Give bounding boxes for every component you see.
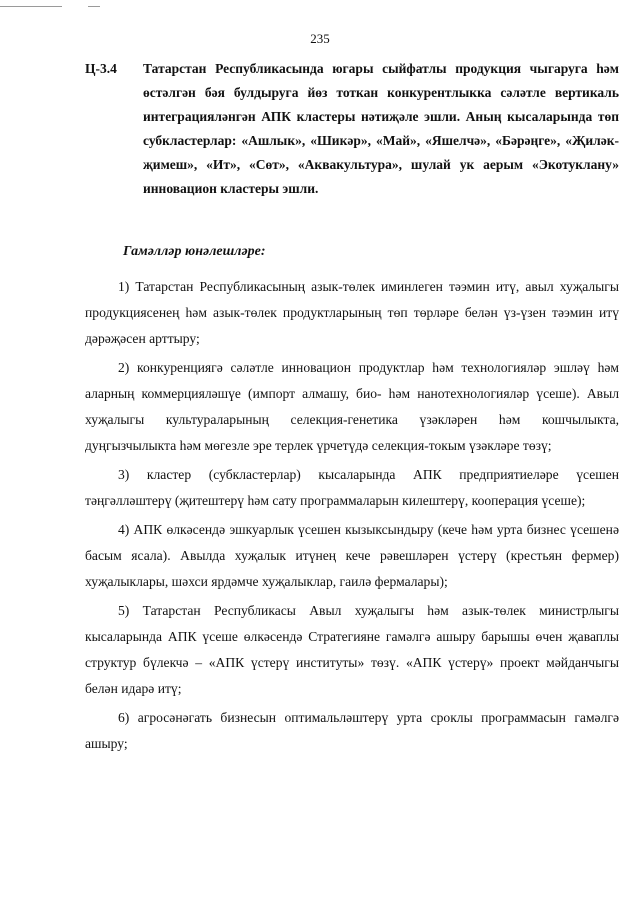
scan-edge-mark [0,6,62,7]
direction-item-6: 6) агросәнәгать бизнесын оптимальләштерү урта сроклы программасын гамәлгә ашыру; [85,710,619,751]
direction-item-2: 2) конкуренциягә сәләтле инновацион продуктлар һәм технологияләр эшләү һәм аларның коммерцияләшүе (импорт алмашу, био- һәм нанотехнологияләр үсеше). Авыл хуҗалыгы культураларының селекция-генетика үзәкләрен һәм кошчылыкта, дуңгызчылыкта һәм мөгезле эре терлек үрчетүдә селекция-токым үзәкләре төзү; [85,360,619,453]
section-block [85,57,619,201]
direction-item-5: 5) Татарстан Республикасы Авыл хуҗалыгы һәм азык-төлек министрлыгы кысаларында АПК үсеше өлкәсендә Стратегияне гамәлгә ашыру барышы өчен җаваплы структур бүлекчә – «АПК үстерү институты» төзү. «АПК үстерү» проект мәйданчыгы белән идарә итү; [85,603,619,696]
directions-heading: Гамәлләр юнәлешләре: [123,244,266,259]
direction-item-4: 4) АПК өлкәсендә эшкуарлык үсешен кызыксындыру (кече һәм урта бизнес үсешенә басым ясала). Авылда хуҗалык итүнең кече рәвешләрен үстерү (крестьян фермер) хуҗалыклары, шәхси ярдәмче хуҗалыклар, гаилә фермалары); [85,522,619,589]
directions-list [85,274,619,760]
section-code: Ц-3.4 [85,61,117,76]
scan-edge-mark [88,6,100,7]
direction-item-3: 3) кластер (субкластерлар) кысаларында АПК предприятиеләре үсешен тәңгәлләштерү (җитештерү һәм сату программаларын килештерү, кооперация үсеше); [85,467,619,508]
section-title: Татарстан Республикасында югары сыйфатлы продукция чыгаруга һәм өстәлгән бәя булдыруга йөз тоткан конкурентлыкка сәләтле вертикаль интеграцияләнгән АПК кластеры нәтиҗәле эшли. Аның кысаларында төп субкластерлар: «Ашлык», «Шикәр», «Май», «Яшелчә», «Бәрәңге», «Җиләк-җимеш», «Ит», «Сөт», «Аквакультура», шулай ук аерым «Экотуклану» инновацион кластеры эшли. [143,61,619,196]
page-number: 235 [310,31,330,46]
direction-item-1: 1) Татарстан Республикасының азык-төлек иминлеген тәэмин итү, авыл хуҗалыгы продукциясенең һәм азык-төлек продуктларының төп төрләре белән үз-үзен тәэмин итү дәрәҗәсен арттыру; [85,279,619,346]
